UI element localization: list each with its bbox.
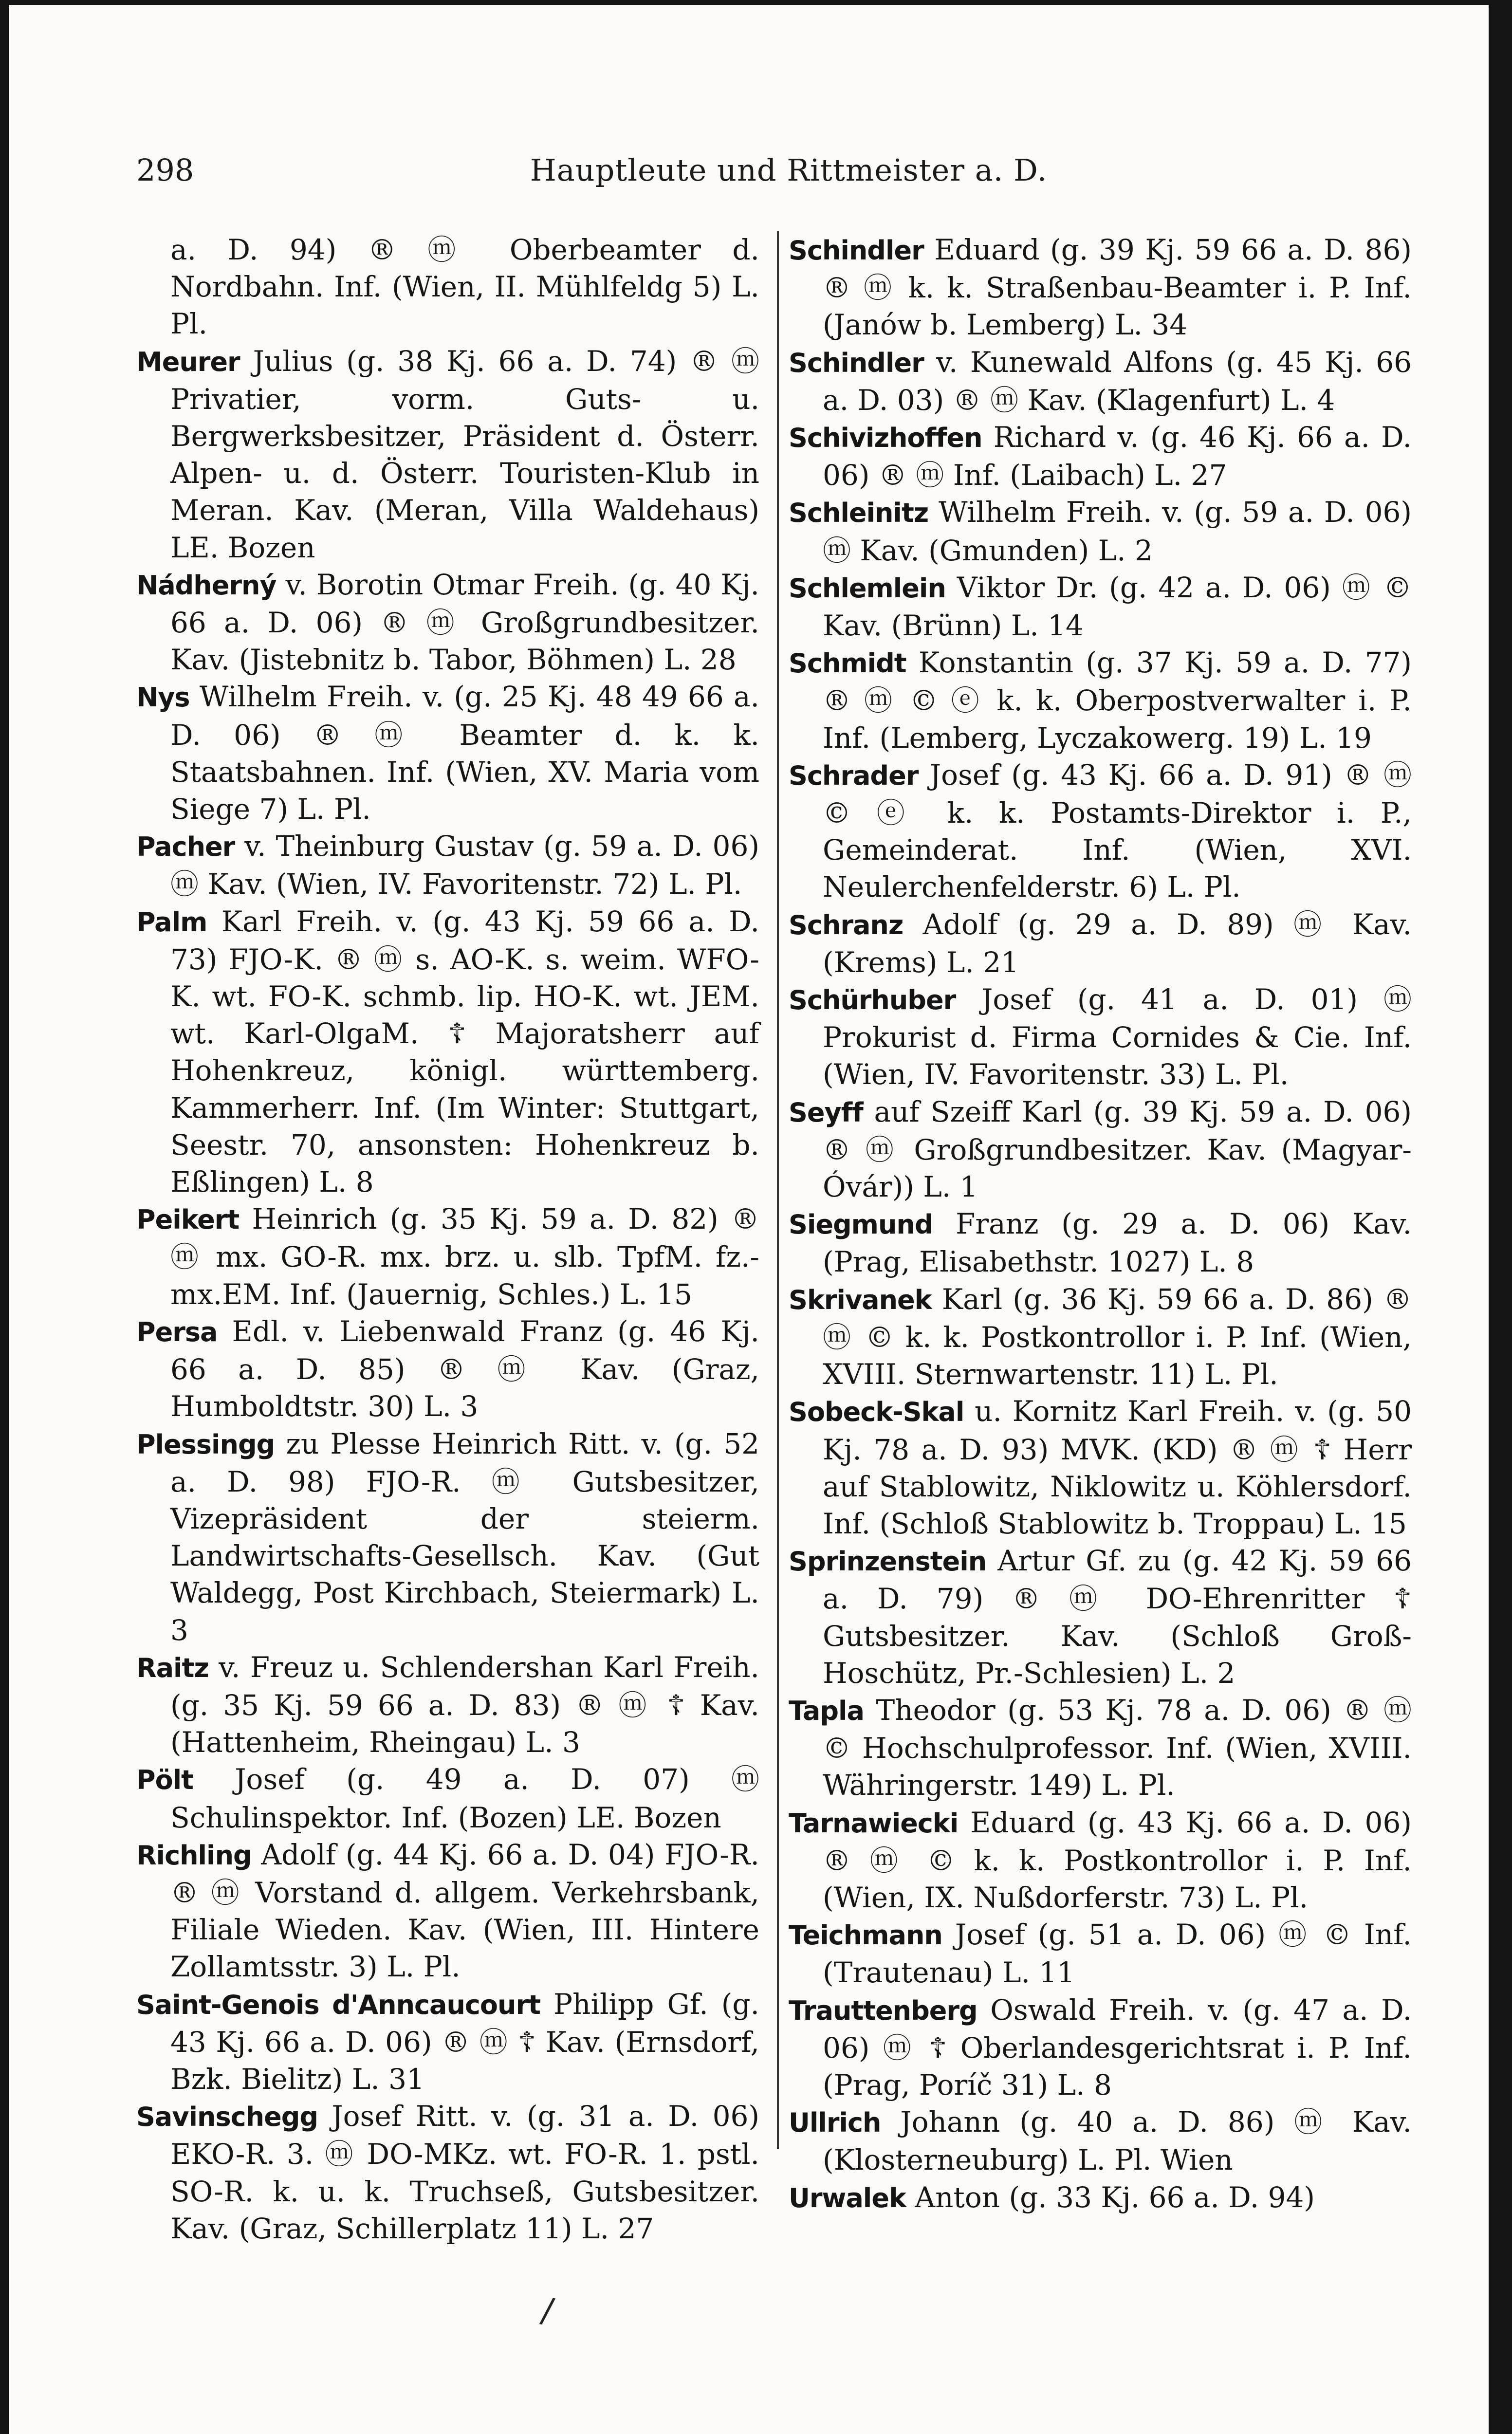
entry-surname: Ullrich <box>789 2107 881 2139</box>
directory-entry <box>789 1804 1412 1917</box>
entry-details: Oswald Freih. v. (g. 47 a. D. 06) ⓜ ☦ Oberlandesgerichtsrat i. P. Inf. (Prag, Poríč 31) L. 8 <box>823 1993 1412 2102</box>
entry-surname: Siegmund <box>789 1209 933 1240</box>
directory-entry <box>789 231 1412 344</box>
entry-surname: Schlemlein <box>789 572 946 604</box>
directory-entry <box>789 1205 1412 1280</box>
entry-surname: Richling <box>136 1840 252 1871</box>
entry-surname: Plessingg <box>136 1429 275 1460</box>
directory-entry <box>789 569 1412 644</box>
entry-surname: Saint-Genois d'Anncaucourt <box>136 1989 540 2020</box>
entry-surname: Schindler <box>789 235 924 266</box>
entry-details: v. Freuz u. Schlendershan Karl Freih. (g. 35 Kj. 59 66 a. D. 83) ® ⓜ ☦ Kav. (Hattenheim, Rheingau) L. 3 <box>170 1650 759 1759</box>
entry-details: Viktor Dr. (g. 42 a. D. 06) ⓜ © Kav. (Brünn) L. 14 <box>823 571 1412 643</box>
entry-details: Wilhelm Freih. v. (g. 59 a. D. 06) ⓜ Kav. (Gmunden) L. 2 <box>823 496 1412 567</box>
directory-entry <box>789 906 1412 981</box>
entry-details: Josef (g. 41 a. D. 01) ⓜ Prokurist d. Firma Cornides & Cie. Inf. (Wien, IV. Favoritenstr. 33) L. Pl. <box>823 983 1412 1091</box>
entry-details: Edl. v. Liebenwald Franz (g. 46 Kj. 66 a. D. 85) ® ⓜ Kav. (Graz, Humboldtstr. 30) L. 3 <box>170 1314 759 1423</box>
entry-surname: Schürhuber <box>789 985 956 1016</box>
directory-entry <box>789 419 1412 494</box>
entry-details: Theodor (g. 53 Kj. 78 a. D. 06) ® ⓜ © Hochschulprofessor. Inf. (Wien, XVIII. Währingerstr. 149) L. Pl. <box>823 1693 1412 1802</box>
entry-surname: Schrader <box>789 760 919 791</box>
directory-entry <box>789 1393 1412 1542</box>
entry-surname: Pölt <box>136 1765 193 1796</box>
directory-entry <box>789 494 1412 569</box>
directory-entry <box>136 2098 759 2247</box>
entry-surname: Tarnawiecki <box>789 1807 959 1839</box>
directory-entry <box>136 343 759 566</box>
entry-details: Adolf (g. 44 Kj. 66 a. D. 04) FJO-R. ® ⓜ Vorstand d. allgem. Verkehrsbank, Filiale Wieden. Kav. (Wien, III. Hintere Zollamtsstr. 3) L. Pl. <box>170 1838 759 1984</box>
entry-details: zu Plesse Heinrich Ritt. v. (g. 52 a. D. 98) FJO-R. ⓜ Gutsbesitzer, Vizepräsident der steierm. Landwirtschafts-Gesellsch. Kav. (Gut Waldegg, Post Kirchbach, Steiermark) L. 3 <box>170 1427 759 1647</box>
directory-entry <box>136 1761 759 1836</box>
column-divider <box>777 231 779 2149</box>
entry-surname: Seyff <box>789 1097 863 1128</box>
page-header <box>136 148 1441 192</box>
directory-entry <box>789 1916 1412 1991</box>
directory-entry <box>136 1425 759 1649</box>
entry-surname: Schmidt <box>789 648 906 679</box>
directory-entry <box>789 1542 1412 1692</box>
directory-entry <box>136 566 759 679</box>
running-title: Hauptleute und Rittmeister a. D. <box>530 152 1048 188</box>
directory-entry <box>136 678 759 828</box>
entry-surname: Urwalek <box>789 2182 906 2213</box>
directory-entry <box>136 1200 759 1313</box>
entry-details: Adolf (g. 29 a. D. 89) ⓜ Kav. (Krems) L. 21 <box>823 907 1412 979</box>
directory-entry <box>789 756 1412 906</box>
entry-surname: Schindler <box>789 347 924 378</box>
directory-entry <box>136 828 759 903</box>
directory-entry <box>136 1313 759 1425</box>
entry-details: Philipp Gf. (g. 43 Kj. 66 a. D. 06) ® ⓜ ☦ Kav. (Ernsdorf, Bzk. Bielitz) L. 31 <box>170 1987 759 2096</box>
entry-details: u. Kornitz Karl Freih. v. (g. 50 Kj. 78 a. D. 93) MVK. (KD) ® ⓜ ☦ Herr auf Stablowitz, Niklowitz u. Köhlersdorf. Inf. (Schloß Stablowitz b. Troppau) L. 15 <box>823 1395 1412 1540</box>
entry-surname: Meurer <box>136 346 240 377</box>
entry-surname: Schranz <box>789 909 904 940</box>
entry-details: Josef (g. 51 a. D. 06) ⓜ © Inf. (Trautenau) L. 11 <box>823 1918 1412 1990</box>
entry-surname: Palm <box>136 906 207 938</box>
entry-surname: Sprinzenstein <box>789 1546 987 1577</box>
directory-entry <box>789 2103 1412 2178</box>
entry-details: Anton (g. 33 Kj. 66 a. D. 94) <box>905 2180 1315 2214</box>
entry-details: Josef Ritt. v. (g. 31 a. D. 06) EKO-R. 3. ⓜ DO-MKz. wt. FO-R. 1. pstl. SO-R. k. u. k. Truchseß, Gutsbesitzer. Kav. (Graz, Schillerplatz 11) L. 27 <box>170 2100 759 2245</box>
page-number: 298 <box>136 152 194 188</box>
entry-details: v. Kunewald Alfons (g. 45 Kj. 66 a. D. 03) ® ⓜ Kav. (Klagenfurt) L. 4 <box>823 345 1412 417</box>
entry-details: v. Borotin Otmar Freih. (g. 40 Kj. 66 a. D. 06) ® ⓜ Großgrundbesitzer. Kav. (Jistebnitz b. Tabor, Böhmen) L. 28 <box>170 568 759 677</box>
entry-surname: Tapla <box>789 1695 864 1726</box>
directory-entry <box>789 1692 1412 1804</box>
directory-entry <box>136 1649 759 1761</box>
directory-entry <box>136 231 759 343</box>
directory-entry <box>136 1986 759 2098</box>
right-column <box>789 231 1412 2217</box>
entry-details: Josef (g. 43 Kj. 66 a. D. 91) ® ⓜ © ⓔ k. k. Postamts-Direktor i. P., Gemeinderat. Inf. (Wien, XVI. Neulerchenfelderstr. 6) L. Pl. <box>823 758 1412 904</box>
entry-surname: Pacher <box>136 831 235 863</box>
entry-surname: Schleinitz <box>789 498 929 529</box>
entry-surname: Trauttenberg <box>789 1995 977 2026</box>
directory-entry <box>789 1991 1412 2104</box>
entry-surname: Schivizhoffen <box>789 423 982 454</box>
directory-entry <box>789 1093 1412 1206</box>
entry-details: Josef (g. 49 a. D. 07) ⓜ Schulinspektor. Inf. (Bozen) LE. Bozen <box>170 1763 759 1834</box>
entry-details: Heinrich (g. 35 Kj. 59 a. D. 82) ® ⓜ mx. GO-R. mx. brz. u. slb. TpfM. fz.-mx.EM. Inf. (Jauernig, Schles.) L. 15 <box>170 1202 759 1311</box>
left-column <box>136 231 759 2247</box>
book-page <box>9 5 1489 2434</box>
entry-details: Artur Gf. zu (g. 42 Kj. 59 66 a. D. 79) ® ⓜ DO-Ehrenritter ☦ Gutsbesitzer. Kav. (Schloß Groß-Hoschütz, Pr.-Schlesien) L. 2 <box>823 1544 1412 1690</box>
directory-entry <box>789 1281 1412 1393</box>
entry-surname: Persa <box>136 1316 218 1347</box>
directory-entry <box>789 344 1412 419</box>
entry-surname: Savinschegg <box>136 2102 318 2133</box>
entry-details: Wilhelm Freih. v. (g. 25 Kj. 48 49 66 a. D. 06) ® ⓜ Beamter d. k. k. Staatsbahnen. Inf. (Wien, XV. Maria vom Siege 7) L. Pl. <box>170 680 759 826</box>
directory-entry <box>136 903 759 1201</box>
entry-surname: Sobeck-Skal <box>789 1397 964 1428</box>
entry-surname: Nys <box>136 682 190 713</box>
entry-surname: Raitz <box>136 1652 209 1683</box>
entry-details: Richard v. (g. 46 Kj. 66 a. D. 06) ® ⓜ Inf. (Laibach) L. 27 <box>823 421 1412 492</box>
entry-details: Julius (g. 38 Kj. 66 a. D. 74) ® ⓜ Privatier, vorm. Guts- u. Bergwerksbesitzer, Präsident d. Österr. Alpen- u. d. Österr. Touristen-Klub in Meran. Kav. (Meran, Villa Waldehaus) LE. Bozen <box>170 344 759 564</box>
directory-entry <box>789 644 1412 756</box>
entry-details: Konstantin (g. 37 Kj. 59 a. D. 77) ® ⓜ © ⓔ k. k. Oberpostverwalter i. P. Inf. (Lemberg, Lyczakowerg. 19) L. 19 <box>823 646 1412 755</box>
entry-details: Johann (g. 40 a. D. 86) ⓜ Kav. (Klosterneuburg) L. Pl. Wien <box>823 2105 1412 2177</box>
footer-mark: / <box>538 2289 557 2331</box>
entry-surname: Skrivanek <box>789 1284 932 1315</box>
directory-entry <box>136 1836 759 1986</box>
entry-details: Karl (g. 36 Kj. 59 66 a. D. 86) ® ⓜ © k. k. Postkontrollor i. P. Inf. (Wien, XVIII. Sternwartenstr. 11) L. Pl. <box>823 1282 1412 1391</box>
entry-surname: Peikert <box>136 1204 240 1235</box>
directory-entry <box>789 2179 1412 2217</box>
entry-surname: Teichmann <box>789 1920 942 1951</box>
entry-details: v. Theinburg Gustav (g. 59 a. D. 06) ⓜ Kav. (Wien, IV. Favoritenstr. 72) L. Pl. <box>170 830 759 901</box>
entry-details: auf Szeiff Karl (g. 39 Kj. 59 a. D. 06) ® ⓜ Großgrundbesitzer. Kav. (Magyar-Óvár)) L. 1 <box>823 1095 1412 1204</box>
entry-details: Eduard (g. 43 Kj. 66 a. D. 06) ® ⓜ © k. k. Postkontrollor i. P. Inf. (Wien, IX. Nußdorferstr. 73) L. Pl. <box>823 1806 1412 1914</box>
entry-details: Franz (g. 29 a. D. 06) Kav. (Prag, Elisabethstr. 1027) L. 8 <box>823 1207 1412 1279</box>
entry-details: Karl Freih. v. (g. 43 Kj. 59 66 a. D. 73) FJO-K. ® ⓜ s. AO-K. s. weim. WFO-K. wt. FO-K. schmb. lip. HO-K. wt. JEM. wt. Karl-OlgaM. ☦ Majoratsherr auf Hohenkreuz, königl. württemberg. Kammerherr. Inf. (Im Winter: Stuttgart, Seestr. 70, ansonsten: Hohenkreuz b. Eßlingen) L. 8 <box>170 904 759 1199</box>
entry-details: Eduard (g. 39 Kj. 59 66 a. D. 86) ® ⓜ k. k. Straßenbau-Beamter i. P. Inf. (Janów b. Lemberg) L. 34 <box>823 233 1412 342</box>
entry-surname: Nádherný <box>136 570 277 601</box>
entry-details: a. D. 94) ® ⓜ Oberbeamter d. Nordbahn. Inf. (Wien, II. Mühlfeldg 5) L. Pl. <box>170 233 759 341</box>
directory-entry <box>789 981 1412 1093</box>
